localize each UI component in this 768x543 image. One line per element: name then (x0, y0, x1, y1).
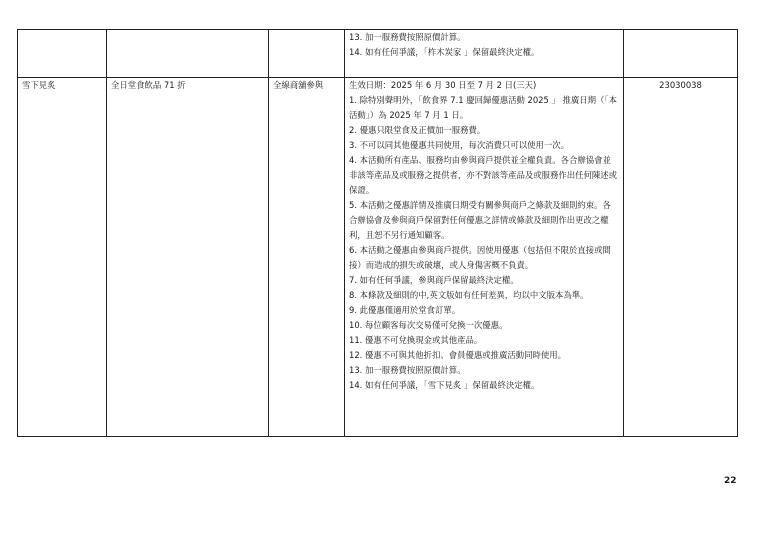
scope-cell: 全線商舖參與 (269, 78, 345, 437)
term-line: 2. 優惠只限堂食及正價加一服務費。 (349, 125, 486, 135)
term-line: 12. 優惠不可與其他折扣、會員優惠或推廣活動同時使用。 (349, 350, 566, 360)
term-line: 14. 如有任何爭議，「柞木炭家 」保留最終決定權。 (349, 47, 540, 57)
merchant-cell: 雪下見炙 (18, 78, 107, 437)
term-line: 4. 本活動所有產品、服務均由參與商戶提供並全權負責。各合辦協會並非該等產品及或服務之提供者，亦不對該等產品及或服務作出任何陳述或保證。 (349, 155, 617, 195)
terms-cell (345, 78, 624, 437)
term-line: 8. 本條款及細則的中,英文版如有任何差異，均以中文版本為準。 (349, 290, 589, 300)
term-line: 7. 如有任何爭議，參與商戶保留最終決定權。 (349, 275, 519, 285)
table-row (18, 78, 738, 437)
term-line: 13. 加一服務費按照原價計算。 (349, 365, 466, 375)
term-line: 10. 每位顧客每次交易僅可兌換一次優惠。 (349, 320, 508, 330)
term-line: 生效日期：2025 年 6 月 30 日至 7 月 2 日(三天) (349, 80, 537, 90)
term-line: 3. 不可以同其他優惠共同使用，每次消費只可以使用一次。 (349, 140, 570, 150)
code-cell (624, 30, 738, 78)
term-line: 13. 加一服務費按照原價計算。 (349, 32, 466, 42)
page-number: 22 (724, 476, 737, 486)
term-line: 14. 如有任何爭議，「雪下見炙 」保留最終決定權。 (349, 380, 540, 390)
code-cell: 23030038 (624, 78, 738, 437)
offer-cell (107, 30, 269, 78)
offer-cell: 全日堂食飲品 71 折 (107, 78, 269, 437)
term-line: 6. 本活動之優惠由參與商戶提供。因使用優惠（包括但不限於直接或間接）而造成的損失或破壞，或人身傷害概不負責。 (349, 245, 611, 270)
terms-cell (345, 30, 624, 78)
merchant-cell (18, 30, 107, 78)
scope-cell (269, 30, 345, 78)
term-line: 5. 本活動之優惠詳情及推廣日期受有關參與商戶之條款及細則約束。各合辦協會及參與商戶保留對任何優惠之詳情或條款及細則作出更改之權利，且恕不另行通知顧客。 (349, 200, 611, 240)
term-line: 9. 此優惠僅適用於堂食訂單。 (349, 305, 461, 315)
term-line: 1. 除特別聲明外，「飲食界 7.1 慶回歸優惠活動 2025 」 推廣日期（「本活動」）為 2025 年 7 月 1 日。 (349, 95, 617, 120)
term-line: 11. 優惠不可兌換現金或其他產品。 (349, 335, 483, 345)
promotion-table (17, 29, 738, 437)
table-row (18, 30, 738, 78)
